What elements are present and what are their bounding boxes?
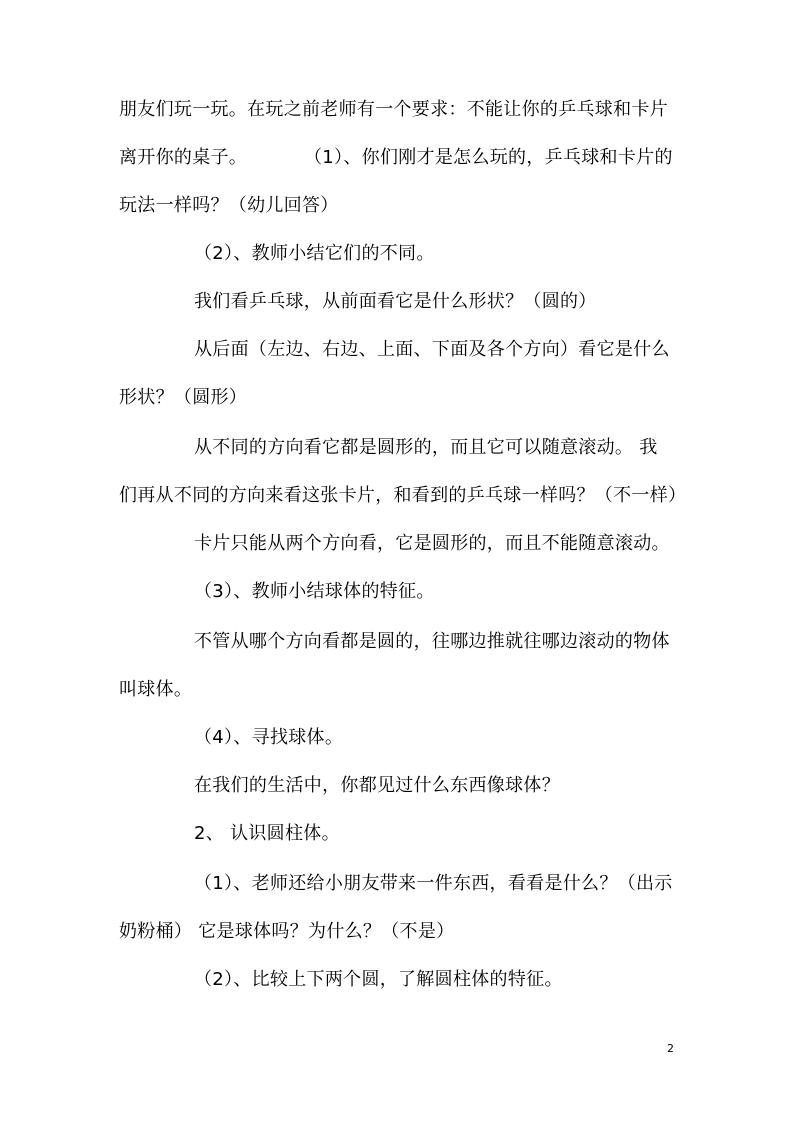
text-line: （1）、老师还给小朋友带来一件东西，看看是什么？（出示 [194, 873, 673, 894]
text-line: 不管从哪个方向看都是圆的，往哪边推就往哪边滚动的物体 [194, 631, 670, 652]
text-line: 卡片只能从两个方向看，它是圆形的，而且不能随意滚动。 [194, 533, 670, 554]
text-line: 离开你的桌子。 [119, 147, 248, 168]
text-line: 朋友们玩一玩。在玩之前老师有一个要求：不能让你的乒乓球和卡片 [119, 99, 668, 120]
text-line: （2）、教师小结它们的不同。 [194, 243, 435, 264]
text-line: 从后面（左边、右边、上面、下面及各个方向）看它是什么 [194, 339, 670, 360]
page-number: 2 [667, 1042, 674, 1055]
text-line: （4）、寻找球体。 [194, 727, 344, 748]
text-line: 叫球体。 [119, 679, 193, 700]
text-line: 玩法一样吗？（幼儿回答） [119, 195, 339, 216]
text-line: 们再从不同的方向来看这张卡片，和看到的乒乓球一样吗？（不一样） [119, 485, 687, 506]
text-line: （3）、教师小结球体的特征。 [194, 581, 435, 602]
text-line: 形状？（圆形） [119, 387, 248, 408]
text-line: 奶粉桶） 它是球体吗？为什么？（不是） [119, 921, 455, 942]
text-line: 从不同的方向看它都是圆形的，而且它可以随意滚动。 我 [194, 437, 658, 458]
text-line: 在我们的生活中，你都见过什么东西像球体？ [194, 775, 560, 796]
text-line: （1）、你们刚才是怎么玩的，乒乓球和卡片的 [304, 147, 673, 168]
text-line: 2、 认识圆柱体。 [194, 823, 340, 844]
text-line: （2）、比较上下两个圆，了解圆柱体的特征。 [194, 969, 563, 990]
text-line: 我们看乒乓球，从前面看它是什么形状？（圆的） [194, 291, 597, 312]
